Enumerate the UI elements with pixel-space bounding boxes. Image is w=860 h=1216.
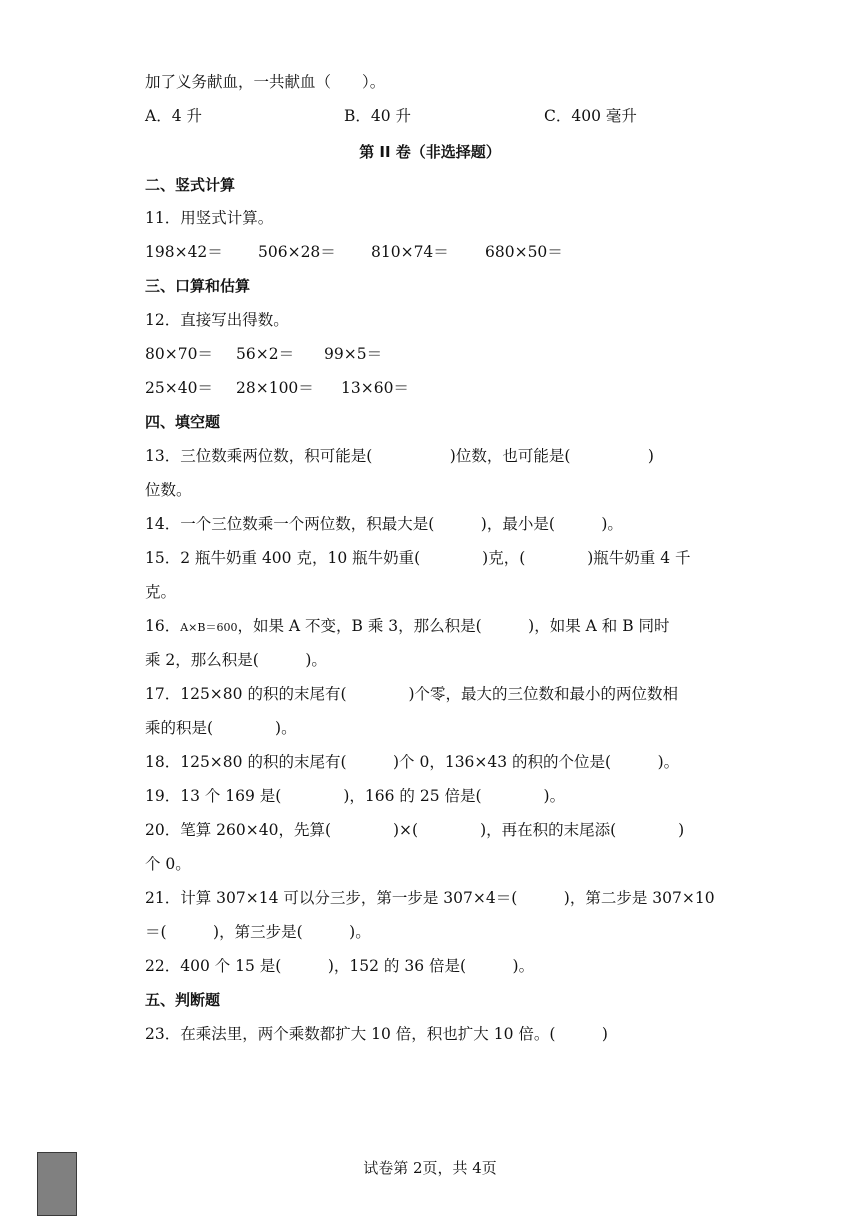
page-footer: 试卷第 2页，共 4页 [363,1159,497,1177]
calc-row-12a [145,344,382,364]
question-11: 11．用竖式计算。 [145,209,274,227]
question-21-cont: ＝( )，第三步是( )。 [145,923,371,941]
section-heading: 三、口算和估算 [145,277,251,295]
question-14: 14．一个三位数乘一个两位数，积最大是( )，最小是( )。 [145,515,623,533]
calc-item: 56×2＝ [236,345,295,363]
question-13-cont: 位数。 [145,481,192,499]
question-12: 12．直接写出得数。 [145,311,289,329]
question-16-cont: 乘 2，那么积是( )。 [145,651,327,669]
option-b: B．40 升 [344,107,412,125]
section-heading: 五、判断题 [145,991,221,1009]
option-a: A．4 升 [145,107,202,125]
calc-item: 80×70＝ [145,345,213,363]
calc-row-12b [145,378,409,398]
question-text: ，如果 A 不变，B 乘 3，那么积是( )，如果 A 和 B 同时 [237,617,670,635]
question-15: 15．2 瓶牛奶重 400 克，10 瓶牛奶重( )克，( )瓶牛奶重 4 千 [145,549,691,567]
section-heading: 四、填空题 [145,413,221,431]
calc-item: 680×50＝ [485,243,563,261]
question-23: 23．在乘法里，两个乘数都扩大 10 倍，积也扩大 10 倍。( ) [145,1025,608,1043]
volume-title: 第 II 卷（非选择题） [359,143,501,161]
calc-item: 25×40＝ [145,379,213,397]
question-number: 16． [145,617,181,635]
calc-item: 506×28＝ [258,243,336,261]
calc-row-11 [145,242,563,262]
question-17: 17．125×80 的积的末尾有( )个零，最大的三位数和最小的两位数相 [145,685,679,703]
question-19: 19．13 个 169 是( )，166 的 25 倍是( )。 [145,787,566,805]
margin-bar [37,1152,77,1216]
section-heading: 二、竖式计算 [145,176,236,194]
question-21: 21．计算 307×14 可以分三步，第一步是 307×4＝( )，第二步是 307×10 [145,889,715,907]
calc-item: 99×5＝ [324,345,383,363]
question-13: 13．三位数乘两位数，积可能是( )位数，也可能是( ) [145,447,654,465]
calc-item: 13×60＝ [341,379,409,397]
question-17-cont: 乘的积是( )。 [145,719,297,737]
calc-item: 810×74＝ [371,243,449,261]
question-20-cont: 个 0。 [145,855,191,873]
question-18: 18．125×80 的积的末尾有( )个 0，136×43 的积的个位是( )。 [145,753,680,771]
text-line: 加了义务献血，一共献血（ ）。 [145,73,386,91]
formula: A×B＝600 [180,621,238,634]
option-c: C．400 毫升 [544,107,637,125]
calc-item: 28×100＝ [236,379,314,397]
question-15-cont: 克。 [145,583,177,601]
question-22: 22．400 个 15 是( )，152 的 36 倍是( )。 [145,957,535,975]
calc-item: 198×42＝ [145,243,223,261]
question-16 [145,616,670,638]
question-20: 20．笔算 260×40，先算( )×( )，再在积的末尾添( ) [145,821,685,839]
